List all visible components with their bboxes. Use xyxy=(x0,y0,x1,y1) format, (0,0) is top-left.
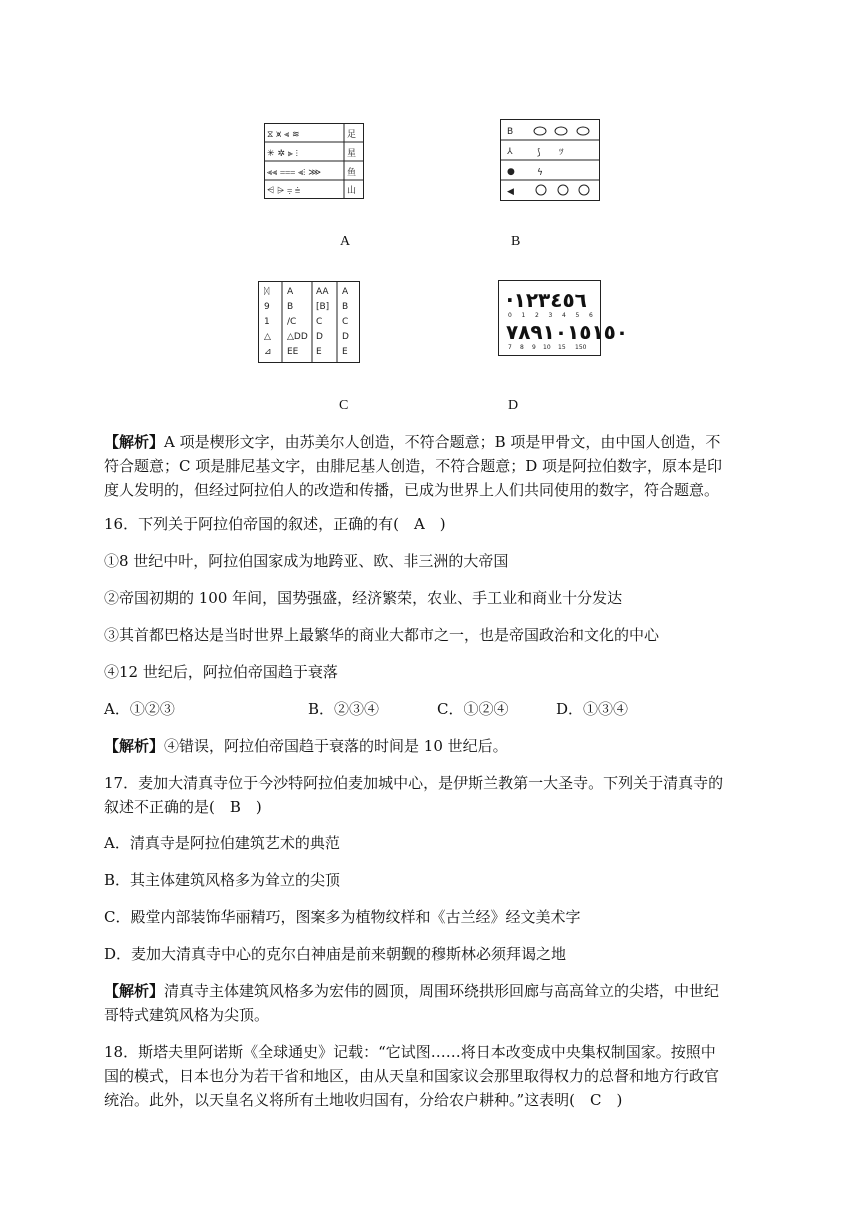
q16-analysis xyxy=(104,736,508,756)
phoenician-cell: D xyxy=(316,332,323,342)
numeral-label-bottom: 15 xyxy=(558,344,566,351)
analysis-label: 【解析】 xyxy=(104,433,165,451)
phoenician-cell: AA xyxy=(316,287,329,297)
figure-b-oracle-bone xyxy=(500,119,600,201)
svg-text:·١٢٣٤٥٦: ·١٢٣٤٥٦ xyxy=(506,288,587,312)
svg-text:鱼: 鱼 xyxy=(347,168,357,178)
phoenician-cell: /C xyxy=(287,317,297,327)
numeral-label-bottom: 9 xyxy=(532,344,536,351)
q17-option-a: A．清真寺是阿拉伯建筑艺术的典范 xyxy=(104,834,340,852)
phoenician-cell: B xyxy=(342,302,349,312)
analysis-label: 【解析】 xyxy=(104,982,165,1000)
svg-text:ϟ: ϟ xyxy=(537,168,543,178)
figure-b-caption: B xyxy=(511,234,521,249)
svg-text:⩤ ⩥ ⩦ ⩧: ⩤ ⩥ ⩦ ⩧ xyxy=(267,186,301,196)
svg-text:B: B xyxy=(507,127,514,137)
phoenician-cell: 1 xyxy=(264,317,270,327)
phoenician-cell: B xyxy=(287,302,294,312)
q17-analysis-line-1 xyxy=(104,981,719,1001)
phoenician-cell: ᛞ xyxy=(264,287,270,297)
numeral-label-bottom: 8 xyxy=(520,344,524,351)
q16-option-d: D．①③④ xyxy=(556,700,629,718)
svg-text:足: 足 xyxy=(347,130,357,140)
q17-option-d: D．麦加大清真寺中心的克尔白神庙是前来朝觐的穆斯林必须拜谒之地 xyxy=(104,945,567,963)
q18-stem-line-3: 统治。此外，以天皇名义将所有土地收归国有，分给农户耕种。”这表明( C ) xyxy=(104,1091,623,1109)
q16-item-1: ①8 世纪中叶，阿拉伯国家成为地跨亚、欧、非三洲的大帝国 xyxy=(104,552,509,570)
numeral-label-top: 3 xyxy=(548,312,553,319)
numeral-label-top: 1 xyxy=(521,312,526,319)
q16-stem: 16．下列关于阿拉伯帝国的叙述，正确的有( A ) xyxy=(104,515,446,533)
q15-analysis-line-2: 符合题意；C 项是腓尼基文字，由腓尼基人创造，不符合题意；D 项是阿拉伯数字，原本是印 xyxy=(104,457,723,475)
numeral-label-top: 0 xyxy=(508,312,512,319)
q15-analysis-text-1: A 项是楔形文字，由苏美尔人创造，不符合题意；B 项是甲骨文，由中国人创造，不 xyxy=(164,433,721,451)
q16-analysis-text: ④错误，阿拉伯帝国趋于衰落的时间是 10 世纪后。 xyxy=(164,737,508,755)
numeral-label-top: 6 xyxy=(589,312,593,319)
q17-stem-line-2: 叙述不正确的是( B ) xyxy=(104,798,262,816)
analysis-label: 【解析】 xyxy=(104,737,165,755)
q16-option-b: B．②③④ xyxy=(308,700,380,718)
figure-c-phoenician xyxy=(258,281,360,363)
phoenician-cell: EE xyxy=(287,347,299,357)
svg-text:星: 星 xyxy=(347,149,357,159)
phoenician-cell: A xyxy=(287,287,294,297)
phoenician-cell: 9 xyxy=(264,302,270,312)
svg-text:山: 山 xyxy=(347,186,357,196)
numeral-label-bottom: 150 xyxy=(575,344,587,351)
svg-text:●: ● xyxy=(507,167,515,177)
oracle-bone-grid-image xyxy=(501,120,599,200)
svg-text:⧖ ⩙ ⫷ ≋: ⧖ ⩙ ⫷ ≋ xyxy=(267,130,300,140)
q17-option-c: C．殿堂内部装饰华丽精巧，图案多为植物纹样和《古兰经》经文美术字 xyxy=(104,908,581,926)
phoenician-cell: A xyxy=(342,287,349,297)
figure-d-arabic-numerals xyxy=(498,280,629,356)
phoenician-cell: C xyxy=(342,317,349,327)
numeral-label-top: 2 xyxy=(535,312,539,319)
q16-item-3: ③其首都巴格达是当时世界上最繁华的商业大都市之一，也是帝国政治和文化的中心 xyxy=(104,626,660,644)
phoenician-cell: ⊿ xyxy=(264,347,272,357)
phoenician-cell: E xyxy=(316,347,322,357)
q18-stem-line-1: 18．斯塔夫里阿诺斯《全球通史》记载：“它试图……将日本改变成中央集权制国家。按照中 xyxy=(104,1043,716,1061)
numeral-label-top: 4 xyxy=(562,312,566,319)
phoenician-cell: △DD xyxy=(287,332,308,342)
svg-text:ﾂ: ﾂ xyxy=(559,148,564,158)
phoenician-cell: C xyxy=(316,317,323,327)
q16-option-c: C．①②④ xyxy=(437,700,509,718)
phoenician-cell: [B] xyxy=(316,302,330,312)
q17-analysis-line-2: 哥特式建筑风格为尖顶。 xyxy=(104,1006,270,1024)
numeral-label-bottom: 10 xyxy=(543,344,551,351)
numeral-label-top: 5 xyxy=(575,312,580,319)
phoenician-cell: D xyxy=(342,332,349,342)
svg-text:⅄: ⅄ xyxy=(507,147,513,157)
phoenician-grid-image xyxy=(259,282,359,362)
q17-option-b: B．其主体建筑风格多为耸立的尖顶 xyxy=(104,871,341,889)
q17-stem-line-1: 17．麦加大清真寺位于今沙特阿拉伯麦加城中心，是伊斯兰教第一大圣寺。下列关于清真寺的 xyxy=(104,774,724,792)
arabic-numerals-image xyxy=(499,281,629,355)
q17-analysis-text-1: 清真寺主体建筑风格多为宏伟的圆顶，周围环绕拱形回廊与高高耸立的尖塔，中世纪 xyxy=(164,982,720,1000)
phoenician-cell: E xyxy=(342,347,348,357)
figure-d-caption: D xyxy=(508,398,519,413)
figure-a-caption: A xyxy=(340,234,351,249)
q18-stem-line-2: 国的模式，日本也分为若干省和地区，由从天皇和国家议会那里取得权力的总督和地方行政官 xyxy=(104,1067,720,1085)
phoenician-cell: △ xyxy=(264,332,271,342)
q16-option-a: A．①②③ xyxy=(104,700,175,718)
svg-text:⟆: ⟆ xyxy=(537,148,541,158)
svg-text:⫷⫷ ⩶ ⫷⫶ ⋙: ⫷⫷ ⩶ ⫷⫶ ⋙ xyxy=(267,168,322,178)
q15-analysis-line-1 xyxy=(104,432,720,452)
svg-text:٧٨٩١٠١٥١٥٠: ٧٨٩١٠١٥١٥٠ xyxy=(506,320,629,344)
cuneiform-grid-image xyxy=(265,124,363,198)
figure-c-caption: C xyxy=(339,398,349,413)
q16-item-2: ②帝国初期的 100 年间，国势强盛，经济繁荣，农业、手工业和商业十分发达 xyxy=(104,589,623,607)
q16-item-4: ④12 世纪后，阿拉伯帝国趋于衰落 xyxy=(104,663,338,681)
svg-text:✳ ✲ ⫸ ⫶: ✳ ✲ ⫸ ⫶ xyxy=(267,149,298,159)
svg-text:◀: ◀ xyxy=(507,187,514,197)
numeral-label-bottom: 7 xyxy=(508,344,512,351)
q15-analysis-line-3: 度人发明的，但经过阿拉伯人的改造和传播，已成为世界上人们共同使用的数字，符合题意。 xyxy=(104,481,720,499)
figure-a-cuneiform xyxy=(264,123,364,199)
